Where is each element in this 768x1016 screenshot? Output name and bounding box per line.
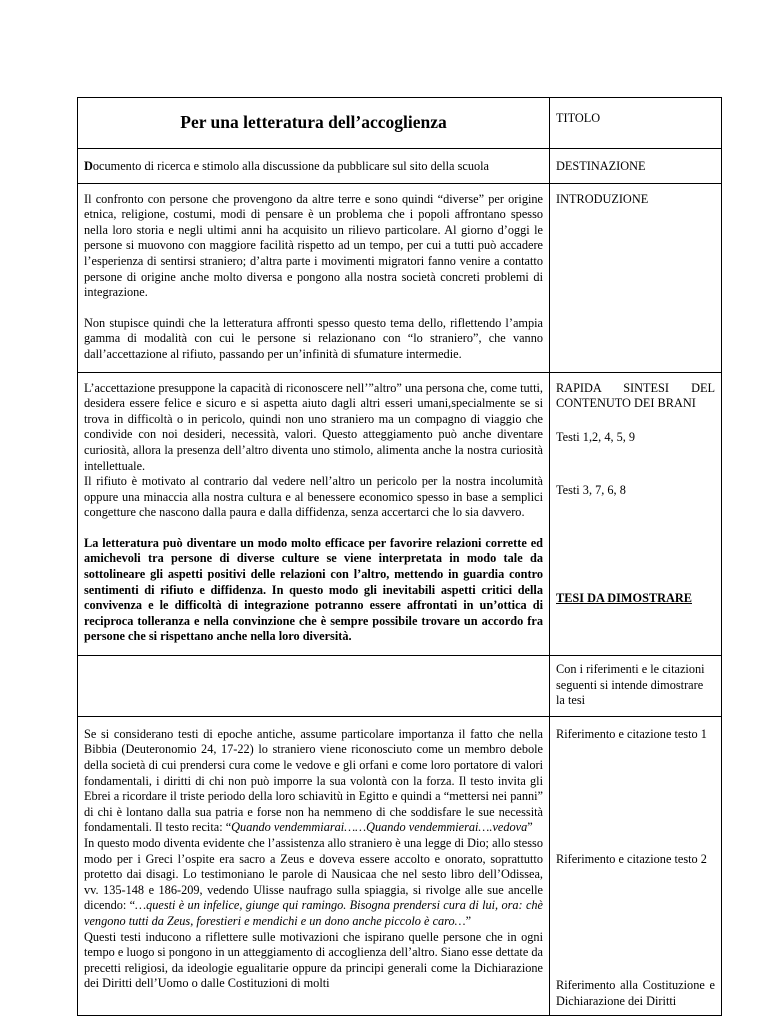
references-intro-label: Con i riferimenti e le citazioni seguenti si intende dimostrare la tesi [556,662,705,708]
destination-cell [78,149,550,184]
texts-accept-list: Testi 1,2, 4, 5, 9 [556,429,636,444]
thesis-paragraph: La letteratura può diventare un modo molto efficace per favorire relazioni corrette ed amichevoli tra persone di diverse culture se viene interpretata in modo tale da sottolineare gli aspetti positivi delle relazioni con l’altro, mettendo in guardia contro sentimenti di rifiuto e diffidenza. In questo modo gli inevitabili aspetti critici della convivenza e le difficoltà di integrazione potranno essere affrontati in un’ottica di reciproca tolleranza e nella convinzione che è sempre possibile trovare un accordo fra persone che si rispettano anche nella loro diversità. [84,535,543,644]
document-title: Per una letteratura dell’accoglienza [180,112,447,132]
reference-paragraph-2: In questo modo diventa evidente che l’assistenza allo straniero è una legge di Dio; allo stesso modo per i Greci l’ospite era sacro a Zeus e doveva essere accolto e onorato, soprattutto protetto dai disagi. Lo testimoniano le parole di Nausicaa che nel sesto libro dell’Odissea, vv. 135-148 e 186-209, vedendo Ulisse naufrago sulla spiaggia, si rivolge alle sue ancelle dicendo: “…questi è un infelice, giunge qui ramingo. Bisogna prendersi cura di lui, ora: chè vengono tutti da Zeus, forestieri e mendichi e un dono anche piccolo è caro…” [84,835,544,928]
references-intro-cell [550,656,722,717]
introduction-row [78,183,722,372]
reference-label-3: Riferimento alla Costituzione e Dichiarazione dei Diritti [556,978,715,1008]
destination-label-cell [550,149,722,184]
texts-reject-list: Testi 3, 7, 6, 8 [556,483,626,498]
references-row [78,716,722,1015]
references-intro-row [78,656,722,717]
summary-cell [78,372,550,656]
summary-paragraph-1: L’accettazione presuppone la capacità di riconoscere nell’”altro” una persona che, come tutti, desidera essere felice e sicuro e si aspetta aiuto dagli altri esseri umani,specialmente se si trova in difficoltà o in pericolo, quindi non uno straniero ma un compagno di viaggio che condivide con noi desideri, necessità, valori. Questo atteggiamento può anche diventare curiosità, allora la presenza dell’altro diventa uno stimolo, alimenta anche la nostra curiosità intellettuale. [84,380,543,473]
introduction-label: INTRODUZIONE [556,191,649,206]
title-cell [78,98,550,149]
reference-paragraph-3: Questi testi inducono a riflettere sulle motivazioni che ispirano quelle persone che in ogni tempo e luogo si pongono in un atteggiamento di accoglienza dell’altro. Siano esse dettate da precetti religiosi, da ideologie egualitarie oppure da principi generali come la Dichiarazione dei Diritti dell’Uomo o dalle Costituzioni di molti [84,929,543,991]
summary-label: RAPIDA SINTESI DEL CONTENUTO DEI BRANI [556,380,715,411]
reference-label-2: Riferimento e citazione testo 2 [556,852,707,867]
summary-row [78,372,722,656]
title-row [78,98,722,149]
reference-paragraph-1: Se si considerano testi di epoche antiche, assume particolare importanza il fatto che nella Bibbia (Deuteronomio 24, 17-22) lo straniero viene riconosciuto come un membro debole della società di cui prendersi cura come le vedove e gli orfani e come loro portatore di valori fondamentali, i diritti di chi non può imporre la sua volontà con la forza. Il testo invita gli Ebrei a ricordare il triste periodo della loro schiavitù in Egitto e quindi a “mettersi nei panni” di chi è lontano dalla sua patria e forse non ha nemmeno di che soddisfare le sue necessità fondamentali. Il testo recita: “Quando vendemmiarai……Quando vendemmierai….vedova” [84,726,543,835]
summary-paragraph-2: Il rifiuto è motivato al contrario dal vedere nell’altro un pericolo per la nostra incolumità oppure una minaccia alla nostra cultura e al benessere economico spesso in base a semplici congetture che nascono dalla paura e dalla diffidenza, senza accertarci che lo sia davvero. [84,474,543,520]
introduction-paragraph-2: Non stupisce quindi che la letteratura affronti spesso questo tema dello, riflettendo l’ampia gamma di modalità con cui le persone si relazionano con “lo straniero”, che vanno dall’accettazione al rifiuto, passando per un’infinità di sfumature intermedie. [84,315,543,361]
introduction-cell [78,183,550,372]
destination-text: ocumento di ricerca e stimolo alla discussione da pubblicare sul sito della scuola [92,159,490,173]
bible-quote: Quando vendemmiarai……Quando vendemmierai….vedova [231,820,528,835]
references-label-cell [550,716,722,1015]
destination-first-letter: D [84,159,93,173]
references-intro-empty-cell [78,656,550,717]
summary-label-cell [550,372,722,656]
thesis-label: TESI DA DIMOSTRARE [556,590,692,605]
destination-row [78,149,722,184]
document-table [77,97,722,1016]
introduction-label-cell [550,183,722,372]
reference-label-1: Riferimento e citazione testo 1 [556,726,707,741]
title-label: TITOLO [556,111,601,125]
destination-label: DESTINAZIONE [556,159,646,173]
title-label-cell [550,98,722,149]
references-cell [78,716,550,1015]
introduction-paragraph-1: Il confronto con persone che provengono da altre terre e sono quindi “diverse” per origine etnica, religione, costumi, modi di pensare è un problema che i popoli affrontano spesso nella loro storia e negli ultimi anni ha acquisito un rilievo particolare. Al giorno d’oggi le persone si muovono con maggiore facilità rispetto ad un tempo, per cui a tutti può accadere l’esperienza di sentirsi straniero; d’altra parte i movimenti migratori fanno venire a contatto persone di origine anche molto diversa e pongono alla nostra società concreti problemi di integrazione. [84,191,543,300]
odyssey-quote: …questi è un infelice, giunge qui ramingo. Bisogna prendersi cura di lui, ora: chè vengono tutti da Zeus, forestieri e mendichi e un dono anche piccolo è caro… [84,898,544,928]
